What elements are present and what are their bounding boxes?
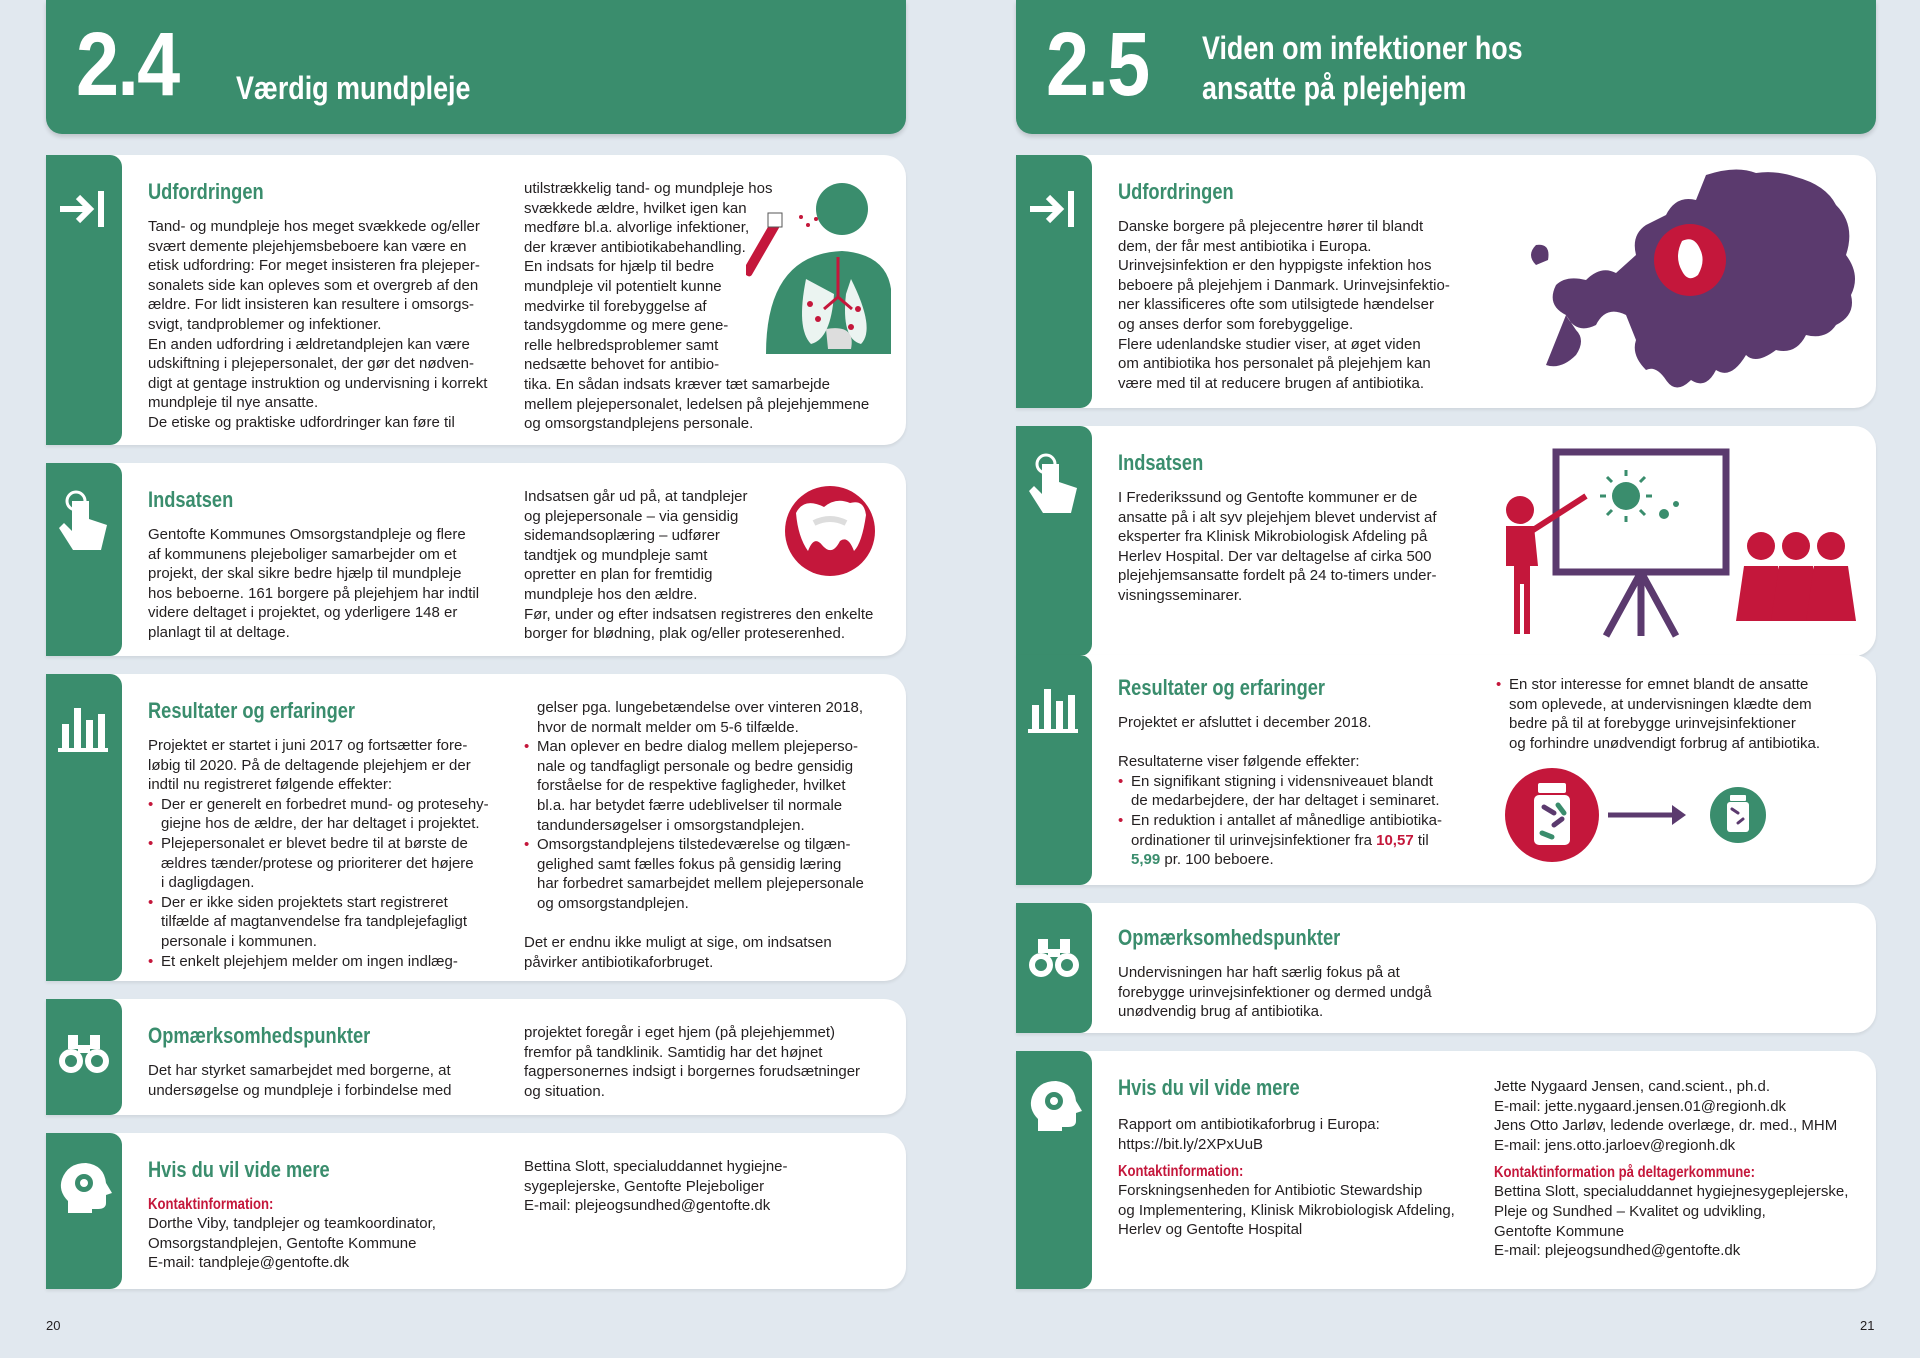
human-lungs-illustration: [746, 179, 891, 354]
challenge-section: [1016, 155, 1876, 408]
section-heading: Indsatsen: [148, 487, 234, 512]
bullet: • En stor interesse for emnet blandt de ansatte som oplevede, at undervisningen klædte dem bedre på til at forebygge urinvejsinfektioner og forhindre unødvendigt forbrug af antibiotika.: [1496, 675, 1866, 753]
tab: [1016, 1051, 1092, 1289]
attention-section: [46, 999, 906, 1115]
section-heading: Udfordringen: [1118, 179, 1234, 204]
pointing-hand-icon: [54, 487, 114, 557]
email[interactable]: E-mail: plejeogsundhed@gentofte.dk: [1494, 1242, 1741, 1260]
head-gear-icon: [1024, 1075, 1084, 1135]
text-column-1: Det har styrket samarbejdet med borgerne, at undersøgelse og mundpleje i forbindelse med: [148, 1062, 452, 1099]
bullet: • Der er generelt en forbedret mund- og protesehy- giejne hos de ældre, der har deltaget i projektet.: [148, 795, 528, 834]
value-after: 5,99: [1131, 851, 1161, 869]
binoculars-icon: [54, 1023, 114, 1083]
email[interactable]: E-mail: jette.nygaard.jensen.01@regionh.dk: [1494, 1097, 1787, 1115]
tab: [46, 999, 122, 1115]
section-title: Værdig mundpleje: [236, 70, 471, 106]
bar-chart-icon: [1024, 679, 1084, 739]
teaching-seminar-illustration: [1486, 446, 1866, 646]
tab: [1016, 155, 1092, 408]
attention-section: [1016, 903, 1876, 1033]
bullet: • Omsorgstandplejens tilstedeværelse og tilgæn- gelighed samt fælles fokus på gensidig læring har forbedret samarbejdet mellem plejepersonale og omsorgstandplejen.: [524, 835, 904, 913]
results-section: [1016, 655, 1876, 885]
enter-arrow-icon: [1024, 179, 1084, 239]
tab: [46, 674, 122, 981]
bullet: • Et enkelt plejehjem melder om ingen indlæg-: [148, 952, 528, 972]
text-column-1: Rapport om antibiotikaforbrug i Europa: https://bit.ly/2XPxUuB Kontaktinformation: Forskningsenheden for Antibiotic Stewardship og Implementering, Klinisk Mikrobiologisk Afdeling, Herlev og Gentofte Hospital: [1118, 1115, 1498, 1240]
text-column-1: Danske borgere på plejecentre hører til blandt dem, der får mest antibiotika i Europa. Urinvejsinfektion er den hyppigste infektion hos beboere på plejehjem i Danmark. Urinvejsinfektio- ner klassificeres ofte som utilsigtede hændelser og anses derfor som forebyggelige. Flere udenlandske studier viser, at øget viden om antibiotika hos personalet på plejehjem kan være med til at reducere brugen af antibiotika.: [1118, 218, 1450, 392]
section-heading: Indsatsen: [1118, 450, 1204, 475]
binoculars-icon: [1024, 927, 1084, 987]
text-column-1: Kontaktinformation: Dorthe Viby, tandplejer og teamkoordinator, Omsorgstandplejen, Gentofte Kommune E-mail: tandpleje@gentofte.dk: [148, 1195, 528, 1273]
challenge-section: [46, 155, 906, 445]
tab: [1016, 426, 1092, 656]
antibiotics-reduction-illustration: [1504, 767, 1804, 867]
text-column-2: Indsatsen går ud på, at tandplejer og plejepersonale – via gensidig sidemandsoplæring – udfører tandtjek og mundpleje samt opretter en plan for fremtidig mundpleje hos den ældre. Før, under og efter indsatsen registreres den enkelte borger for blødning, plak og/eller proteserenhed.: [524, 488, 874, 643]
tab: [1016, 655, 1092, 885]
effort-section: [46, 463, 906, 656]
text-column-1: Tand- og mundpleje hos meget svækkede og/eller svært demente plejehjemsbeboere kan være en etisk udfordring: For meget insisteren fra plejeper- sonalets side kan opleves som et overgreb af den ældre. For lidt insisteren kan resultere i omsorgs- svigt, tandproblemer og infektioner. En anden udfordring i ældretandplejen kan være udskiftning i plejepersonalet, der gør det nødven- digt at gentage instruktion og undervisning i korrekt mundpleje til nye ansatte. De etiske og praktiske udfordringer kan føre til: [148, 218, 488, 431]
section-heading: Udfordringen: [148, 179, 264, 204]
contact-label: Kontaktinformation:: [1118, 1163, 1244, 1181]
text-column-1: I Frederikssund og Gentofte kommuner er de ansatte på i alt syv plejehjem blevet undervist af eksperter fra Klinisk Mikrobiologisk Afdeling på Herlev Hospital. Der var deltagelse af cirka 500 plejehjemsansatte fordelt på 24 to-timers under- visningsseminarer.: [1118, 489, 1437, 604]
bullet: • Man oplever en bedre dialog mellem plejeperso- nale og tandfagligt personale og bedre gensidig forståelse for de respektive fagligheder, hvilket bl.a. har betydet færre udeblivelser til normale tandundersøgelser i omsorgstandplejen.: [524, 737, 904, 835]
section-heading: Resultater og erfaringer: [148, 698, 356, 723]
more-info-section: [46, 1133, 906, 1289]
section-heading: Resultater og erfaringer: [1118, 675, 1326, 700]
more-info-section: [1016, 1051, 1876, 1289]
section-number: 2.5: [1046, 15, 1149, 115]
text-column-1: Projektet er afsluttet i december 2018. Resultaterne viser følgende effekter: • En signifikant stigning i vidensniveauet blandt de medarbejdere, der har deltaget i seminaret. • En reduktion i antallet af månedlige antibiotika- ordinationer til urinvejsinfektioner fra 10,57 til 5,99 pr. 100 beboere.: [1118, 713, 1498, 870]
text-column-2: Bettina Slott, specialuddannet hygiejne- sygeplejerske, Gentofte Plejeboliger E-mail: plejeogsundhed@gentofte.dk: [524, 1158, 788, 1215]
section-header-2-4: [46, 0, 906, 134]
effort-section: [1016, 426, 1876, 656]
bullet: • En reduktion i antallet af månedlige antibiotika- ordinationer til urinvejsinfektioner fra 10,57 til 5,99 pr. 100 beboere.: [1118, 811, 1498, 870]
text-column-2: Jette Nygaard Jensen, cand.scient., ph.d. E-mail: jette.nygaard.jensen.01@regionh.dk Jens Otto Jarløv, ledende overlæge, dr. med., MHM E-mail: jens.otto.jarloev@regionh.dk Kontaktinformation på deltagerkommune: Bettina Slott, specialuddannet hygiejnesygeplejerske, Pleje og Sundhed – Kvalitet og udvikling, Gentofte Kommune E-mail: plejeogsundhed@gentofte.dk: [1494, 1077, 1874, 1261]
tab: [46, 155, 122, 445]
page-number: 21: [1860, 1318, 1875, 1333]
contact-label-municipality: Kontaktinformation på deltagerkommune:: [1494, 1164, 1755, 1182]
section-heading: Opmærksomhedspunkter: [1118, 925, 1341, 950]
text-column-1: Gentofte Kommunes Omsorgstandpleje og flere af kommunens plejeboliger samarbejder om et projekt, der skal sikre bedre hjælp til mundpleje hos beboerne. 161 borgere på plejehjem har indtil videre deltaget i projektet, og yderligere 148 er planlagt til at deltage.: [148, 526, 480, 641]
bullet: • Der er ikke siden projektets start registreret tilfælde af magtanvendelse fra tandplejefagligt personale i kommunen.: [148, 893, 528, 952]
text-column-2: utilstrækkelig tand- og mundpleje hos svækkede ældre, hvilket igen kan medføre bl.a. alvorlige infektioner, der kræver antibiotikabehandling. En indsats for hjælp til bedre mundpleje vil potentielt kunne medvirke til forebyggelse af tandsygdomme og mere gene- relle helbredsproblemer samt nedsætte behovet for antibio- tika. En sådan indsats kræver tæt samarbejde mellem plejepersonalet, ledelsen på plejehjemmene og omsorgstandplejens personale.: [524, 180, 870, 433]
bar-chart-icon: [54, 698, 114, 758]
text-column-2: projektet foregår i eget hjem (på plejehjemmet) fremfor på tandklinik. Samtidig har det højnet fagpersonernes indsigt i borgernes forudsætninger og situation.: [524, 1024, 861, 1100]
text-column-1: Undervisningen har haft særlig fokus på at forebygge urinvejsinfektioner og dermed undgå unødvendig brug af antibiotika.: [1118, 964, 1432, 1021]
section-heading: Hvis du vil vide mere: [1118, 1075, 1300, 1100]
tab: [46, 1133, 122, 1289]
email[interactable]: E-mail: jens.otto.jarloev@regionh.dk: [1494, 1136, 1736, 1154]
text-column-2: [1496, 675, 1866, 753]
section-title-line-2: ansatte på plejehjem: [1202, 70, 1467, 106]
section-heading: Opmærksomhedspunkter: [148, 1023, 371, 1048]
section-heading: Hvis du vil vide mere: [148, 1157, 330, 1182]
value-before: 10,57: [1376, 831, 1414, 849]
section-number: 2.4: [76, 15, 179, 115]
tab: [1016, 903, 1092, 1033]
text-column-1: Projektet er startet i juni 2017 og fortsætter fore- løbig til 2020. På de deltagende plejehjem er der indtil nu registreret følgende effekter: • Der er generelt en forbedret mund- og protesehy- giejne hos de ældre, der har deltaget i projektet. • Plejepersonalet er blevet bedre til at børste de ældres tænder/protese og prioriterer det højere i dagligdagen. • Der er ikke siden projektets start registreret tilfælde af magtanvendelse fra tandplejefagligt personale i kommunen. • Et enkelt plejehjem melder om ingen indlæg-: [148, 736, 528, 971]
bullet: • En signifikant stigning i vidensniveauet blandt de medarbejdere, der har deltaget i seminaret.: [1118, 772, 1498, 811]
enter-arrow-icon: [54, 179, 114, 239]
tooth-gum-illustration: [784, 485, 876, 577]
pointing-hand-icon: [1024, 450, 1084, 520]
report-link[interactable]: https://bit.ly/2XPxUuB: [1118, 1135, 1264, 1153]
text-column-2: gelser pga. lungebetændelse over vinteren 2018, hvor de normalt melder om 5-6 tilfælde. • Man oplever en bedre dialog mellem plejeperso- nale og tandfagligt personale og bedre gensidig forståelse for de respektive fagligheder, hvilket bl.a. har betydet færre udeblivelser til normale tandundersøgelser i omsorgstandplejen. • Omsorgstandplejens tilstedeværelse og tilgæn- gelighed samt fælles fokus på gensidig læring har forbedret samarbejdet mellem plejepersonale og omsorgstandplejen. Det er endnu ikke muligt at sige, om indsatsen påvirker antibiotikaforbruget.: [524, 698, 904, 972]
bullet-continuation: gelser pga. lungebetændelse over vinteren 2018, hvor de normalt melder om 5-6 tilfælde.: [537, 699, 864, 736]
tab: [46, 463, 122, 656]
contact-label: Kontaktinformation:: [148, 1196, 274, 1213]
page-number: 20: [46, 1318, 61, 1333]
head-gear-icon: [54, 1157, 114, 1217]
bullet: • Plejepersonalet er blevet bedre til at børste de ældres tænder/protese og prioriterer det højere i dagligdagen.: [148, 834, 528, 893]
results-section: [46, 674, 906, 981]
europe-map-illustration: [1506, 165, 1866, 400]
section-title-line-1: Viden om infektioner hos: [1202, 30, 1523, 66]
section-header-2-5: [1016, 0, 1876, 134]
